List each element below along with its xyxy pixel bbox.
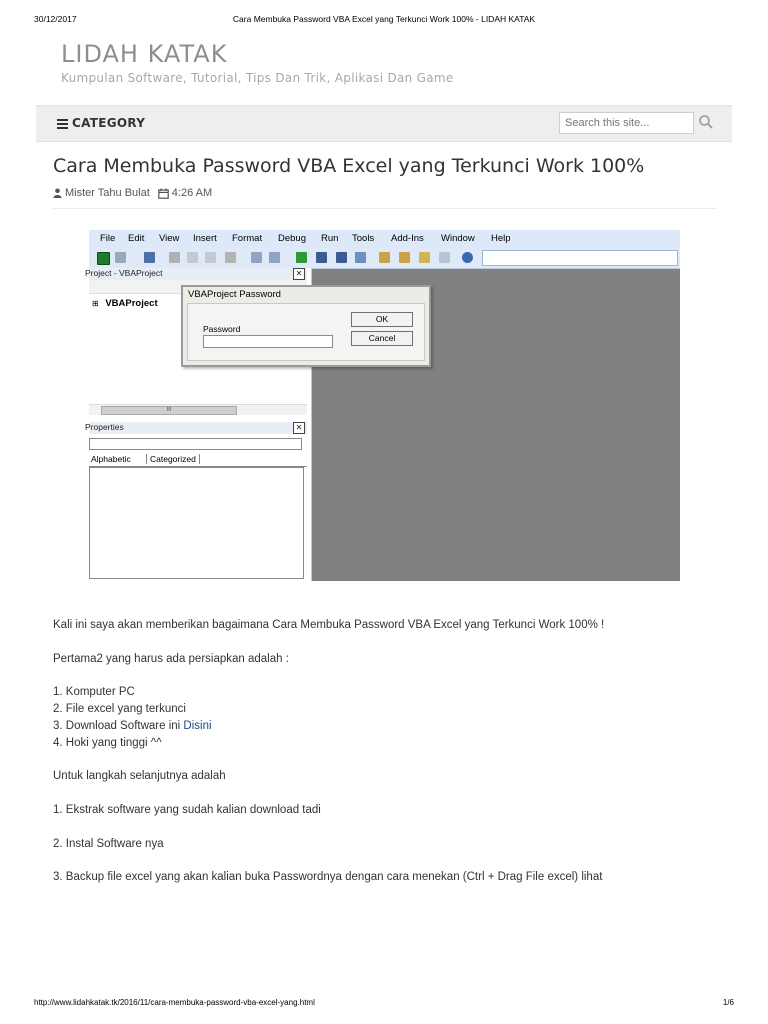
post-meta (53, 187, 220, 199)
bars-icon (57, 119, 68, 128)
category-label: CATEGORY (72, 116, 146, 130)
calendar-icon (158, 188, 169, 199)
properties-pane-title: Properties (85, 422, 124, 432)
prep-item: 4. Hoki yang tinggi ^^ (53, 737, 162, 749)
user-icon (53, 188, 62, 198)
design-mode-icon (355, 252, 366, 263)
post-time (158, 187, 212, 199)
prep-item (53, 720, 212, 732)
page-number: 1/6 (722, 998, 734, 1007)
vba-menu-edit: Edit (128, 233, 145, 244)
scrollbar-thumb: III (101, 406, 237, 415)
vba-menu-window: Window (441, 233, 475, 244)
toolbox-icon (439, 252, 450, 263)
search-icon (698, 114, 714, 130)
project-pane-title: Project - VBAProject (85, 268, 163, 278)
close-icon: ✕ (293, 268, 305, 280)
cut-icon (169, 252, 180, 263)
print-url: http://www.lidahkatak.tk/2016/11/cara-membuka-password-vba-excel-yang.html (34, 998, 315, 1007)
properties-tabs (89, 452, 307, 467)
project-pane-header (85, 268, 307, 280)
break-icon (316, 252, 327, 263)
prep-item: 1. Komputer PC (53, 686, 135, 698)
password-label: Password (203, 324, 241, 334)
properties-object-combo (89, 438, 302, 450)
object-browser-icon (419, 252, 430, 263)
save-icon (144, 252, 155, 263)
project-explorer-icon (379, 252, 390, 263)
position-combo (482, 250, 678, 266)
cancel-button: Cancel (351, 331, 413, 346)
properties-list (89, 467, 304, 579)
steps-heading: Untuk langkah selanjutnya adalah (53, 770, 226, 782)
step-item: 3. Backup file excel yang akan kalian buka Passwordnya dengan cara menekan (Ctrl + Drag File excel) lihat (53, 871, 603, 883)
prep-item: 2. File excel yang terkunci (53, 703, 186, 715)
site-tagline: Kumpulan Software, Tutorial, Tips Dan Trik, Aplikasi Dan Game (61, 71, 454, 85)
vba-menu-addins: Add-Ins (391, 233, 424, 244)
vba-menubar (89, 230, 680, 248)
vba-menu-run: Run (321, 233, 339, 244)
vba-menu-view: View (159, 233, 180, 244)
category-menu-button[interactable] (57, 116, 145, 130)
prep-item-text: 3. Download Software ini (53, 720, 184, 732)
horizontal-scrollbar (89, 404, 307, 415)
intro-paragraph: Kali ini saya akan memberikan bagaimana Cara Membuka Password VBA Excel yang Terkunci Work 100% ! (53, 619, 605, 631)
print-page-title: Cara Membuka Password VBA Excel yang Terkunci Work 100% - LIDAH KATAK (232, 14, 536, 24)
vba-menu-help: Help (491, 233, 511, 244)
vba-toolbar (89, 248, 680, 269)
navigation-bar (36, 105, 732, 142)
properties-window-icon (399, 252, 410, 263)
print-date: 30/12/2017 (34, 14, 77, 24)
print-header (34, 14, 734, 26)
step-item: 2. Instal Software nya (53, 838, 164, 850)
password-field (203, 335, 333, 348)
vba-menu-format: Format (232, 233, 263, 244)
print-footer (34, 998, 734, 1010)
run-icon (296, 252, 307, 263)
close-icon: ✕ (293, 422, 305, 434)
author-name: Mister Tahu Bulat (65, 187, 150, 199)
tab-categorized: Categorized (146, 454, 200, 464)
time-text: 4:26 AM (171, 187, 213, 199)
excel-icon (97, 252, 110, 265)
prep-heading: Pertama2 yang harus ada persiapkan adalah : (53, 653, 289, 665)
post-title: Cara Membuka Password VBA Excel yang Terkunci Work 100% (53, 155, 645, 177)
undo-icon (251, 252, 262, 263)
tree-item-label: VBAProject (105, 298, 158, 309)
help-icon (462, 252, 473, 263)
properties-pane-header (85, 422, 307, 434)
site-title[interactable]: LIDAH KATAK (61, 40, 228, 68)
redo-icon (269, 252, 280, 263)
step-item: 1. Ekstrak software yang sudah kalian download tadi (53, 804, 321, 816)
find-icon (225, 252, 236, 263)
download-link[interactable]: Disini (183, 720, 212, 732)
divider (53, 208, 716, 209)
paste-icon (205, 252, 216, 263)
vba-menu-file: File (100, 233, 116, 244)
password-dialog (181, 285, 431, 367)
vba-editor-screenshot (85, 230, 680, 581)
dialog-body (187, 303, 425, 361)
vba-menu-insert: Insert (193, 233, 217, 244)
expand-icon: ⊞ (92, 299, 99, 308)
insert-userform-icon (115, 252, 126, 263)
tab-alphabetic: Alphabetic (91, 454, 131, 464)
dialog-title: VBAProject Password (188, 289, 281, 300)
search-input[interactable] (559, 112, 694, 134)
ok-button: OK (351, 312, 413, 327)
post-author[interactable] (53, 187, 150, 199)
copy-icon (187, 252, 198, 263)
tree-item-vbaproject (92, 298, 158, 309)
search-button[interactable] (698, 114, 716, 132)
vba-menu-debug: Debug (278, 233, 306, 244)
vba-menu-tools: Tools (352, 233, 375, 244)
reset-icon (336, 252, 347, 263)
